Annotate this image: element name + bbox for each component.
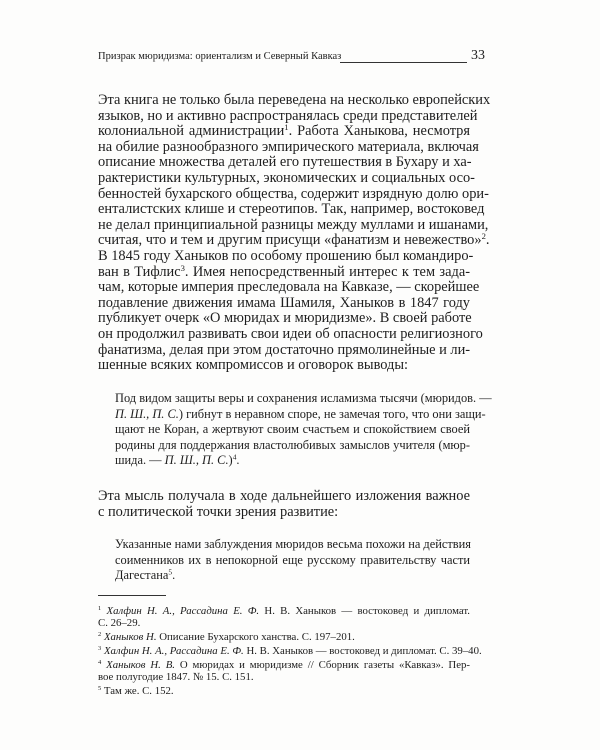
body-paragraph-line [98, 357, 470, 373]
body-paragraph-line [98, 201, 485, 218]
text-run: соименников их в непокорной еще русскому правительству части [115, 552, 470, 567]
footnote-line [98, 617, 470, 630]
block-quote-line [115, 422, 470, 437]
footnote-marker: 2 [98, 631, 102, 639]
text-run: Там же. С. 152. [101, 685, 174, 697]
text-run: ) гибнут в неравном споре, не замечая того, что они защи- [178, 406, 486, 421]
text-run: . Имея непосредственный интерес к тем зада- [184, 263, 470, 280]
text-run: Дагестана [115, 568, 169, 582]
body-paragraph-line [98, 248, 474, 264]
text-run: публикует очерк «О мюридах и мюридизме». В своей работе [98, 310, 472, 327]
text-run: енталистских клише и стереотипов. Так, например, востоковед [98, 201, 485, 218]
footnote-marker: 5 [98, 685, 102, 693]
text-run: с политической точки зрения развитие: [98, 503, 339, 520]
footnote-marker: 4 [232, 452, 237, 462]
body-paragraph-line [98, 326, 483, 342]
body-paragraph-line [98, 138, 479, 155]
text-run: Эта книга не только была переведена на несколько европейских [98, 92, 491, 108]
block-quote-line [115, 453, 470, 468]
footnote-marker: 2 [481, 231, 486, 242]
footnote-line [98, 631, 470, 644]
text-run: Указанные нами заблуждения мюридов весьма похожи на действия [115, 537, 471, 551]
block-quote-line [115, 553, 470, 568]
text-run: шида. — [115, 453, 165, 467]
text-run: . Работа Ханыкова, несмотря [288, 123, 470, 140]
text-run: щают не Коран, а жертвуют своим счастьем и спокойствием своей [115, 422, 470, 436]
body-paragraph-line [98, 264, 470, 280]
text-run: вое полугодие 1847. № 15. С. 151. [98, 671, 254, 683]
text-run: фанатизма, делая при этом достаточно прямолинейные и ли- [98, 341, 471, 358]
text-run: не делал принципиальной разницы между муллами и ишанами, [98, 216, 489, 233]
text-run: . [172, 568, 176, 582]
footnote-marker: 3 [180, 262, 185, 273]
footnote-line [98, 645, 482, 658]
body-paragraph-line [98, 504, 470, 520]
body-paragraph-line [98, 295, 470, 311]
page-number: 33 [471, 48, 485, 63]
block-quote-line [115, 406, 486, 422]
body-paragraph-line [98, 310, 470, 326]
italic-text: Ханыков Н. В. [106, 659, 175, 671]
text-run: ван в Тифлис [98, 263, 181, 280]
text-run: языков, но и активно распространялась среди представителей [98, 107, 478, 124]
text-run: Описание Бухарского ханства. С. 197–201. [156, 631, 355, 643]
text-run: на обилие разнообразного эмпирического материала, включая [98, 138, 479, 155]
body-paragraph-line [98, 488, 470, 504]
block-quote-line [115, 568, 470, 583]
text-run: считая, что и тем и другим присущи «фанатизм и невежество» [98, 232, 482, 249]
header-rule [340, 62, 467, 63]
body-paragraph-line [98, 279, 480, 296]
body-paragraph-line [98, 216, 489, 233]
body-paragraph-line [98, 170, 475, 186]
text-run: шенные всяких компромиссов и оговорок выводы: [98, 357, 409, 374]
text-run: бенностей бухарского общества, содержит изрядную долю ори- [98, 185, 489, 202]
text-run: В 1845 году Ханыков по особому прошению был командиро- [98, 248, 474, 264]
running-header: Призрак мюридизма: ориентализм и Северный Кавказ [98, 51, 342, 62]
italic-text: П. Ш., П. С. [115, 406, 179, 421]
text-run: чам, которые империя преследовала на Кавказе, — скорейшее [98, 279, 480, 296]
footnote-separator [98, 595, 166, 596]
text-run: Эта мысль получала в ходе дальнейшего изложения важное [98, 488, 470, 504]
body-paragraph-line [98, 231, 490, 249]
body-paragraph-line [98, 185, 489, 202]
italic-text: Халфин Н. А., Рассадина Е. Ф. [106, 605, 260, 617]
body-paragraph-line [98, 342, 470, 358]
text-run: . [485, 232, 490, 249]
text-run: Н. В. Ханыков — востоковед и дипломат. [259, 605, 470, 617]
italic-text: П. Ш., П. С. [164, 453, 229, 467]
block-quote-line [115, 438, 470, 453]
footnote-line [98, 671, 470, 684]
text-run: он продолжил развивать свои идеи об опасности религиозного [98, 326, 483, 342]
body-paragraph-line [98, 154, 470, 170]
footnote-marker: 3 [98, 645, 102, 653]
body-paragraph-line [98, 123, 470, 139]
footnote-marker: 4 [98, 659, 102, 667]
text-run: колониальной администрации [98, 123, 285, 140]
text-run: Под видом защиты веры и сохранения исламизма тысячи (мюридов. — [115, 391, 492, 405]
text-run: родины для поддержания властолюбивых замыслов учителя (мюр- [115, 437, 470, 452]
text-run: рактеристики культурных, экономических и социальных осо- [98, 170, 475, 186]
text-run: С. 26–29. [98, 617, 141, 629]
text-run: ) [228, 453, 233, 467]
footnote-line [98, 685, 470, 698]
text-run: описание множества деталей его путешествия в Бухару и ха- [98, 154, 472, 171]
block-quote-line [115, 391, 492, 406]
footnote-marker: 5 [168, 567, 173, 577]
italic-text: Халфин Н. А., Рассадина Е. Ф. [103, 645, 244, 657]
body-paragraph-line [98, 92, 491, 108]
footnote-marker: 1 [98, 605, 102, 613]
block-quote-line [115, 537, 470, 552]
footnote-marker: 1 [284, 122, 289, 133]
italic-text: Ханыков Н. [103, 631, 157, 643]
text-run: О мюридах и мюридизме // Сборник газеты «Кавказ». Пер- [175, 659, 470, 671]
text-run: Н. В. Ханыков — востоковед и дипломат. С. 39–40. [243, 645, 482, 657]
text-run: подавление движения имама Шамиля, Ханыков в 1847 году [98, 294, 470, 311]
text-run: . [236, 453, 240, 467]
